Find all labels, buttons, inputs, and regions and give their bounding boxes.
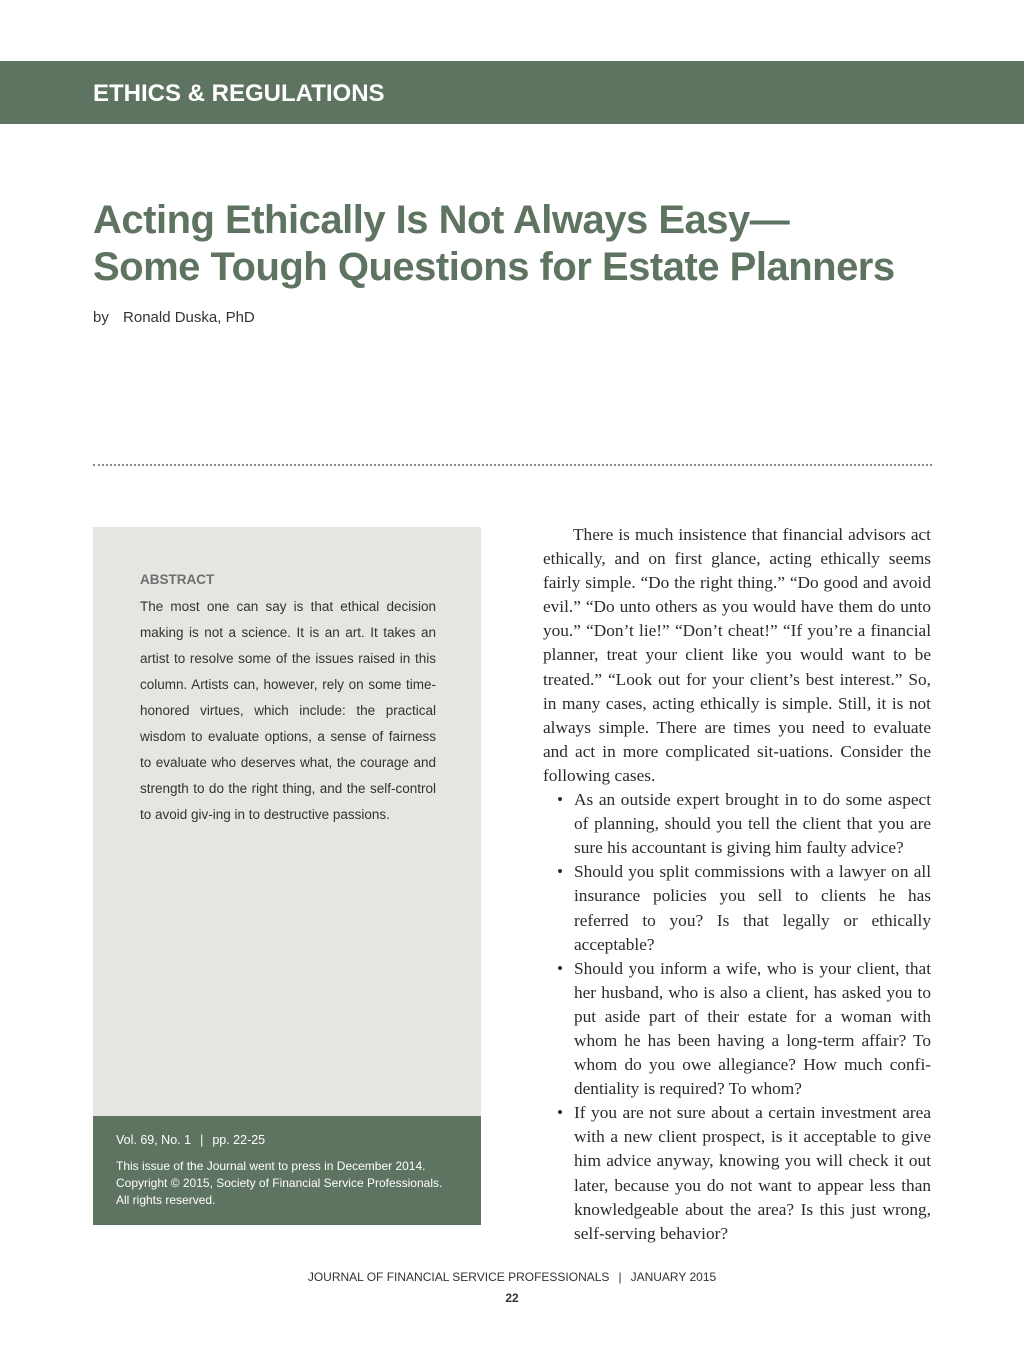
list-item: [543, 1101, 931, 1246]
abstract-text: The most one can say is that ethical decision making is not a science. It is an art. It takes an artist to resolve some of the issues raised in this column. Artists can, however, rely on some time-honored virtues, which include: the practical wisdom to evaluate options, a sense of fairness to evaluate who deserves what, the courage and strength to do the right thing, and the self-control to avoid giv-ing in to destructive passions.: [140, 599, 436, 822]
list-item: [543, 788, 931, 860]
copyright-line: Copyright © 2015, Society of Financial Service Professionals.: [116, 1176, 443, 1190]
byline: [93, 309, 255, 327]
page-range: pp. 22-25: [212, 1133, 266, 1147]
press-note: [116, 1158, 476, 1209]
page-number: 22: [505, 1291, 519, 1305]
list-item: [543, 860, 931, 956]
rights-line: All rights reserved.: [116, 1193, 216, 1207]
abstract-heading: ABSTRACT: [140, 572, 215, 587]
bullet-icon: •: [557, 790, 564, 810]
byline-prefix: by: [93, 309, 109, 326]
bullet-icon: •: [557, 862, 564, 882]
dotted-divider: [93, 464, 932, 466]
issue-date: JANUARY 2015: [630, 1270, 717, 1284]
case-text: Should you inform a wife, who is your client, that her husband, who is also a client, has asked you to put aside part of their estate for a woman with whom he has been having a long-term affair? To whom do you owe allegiance? How much confi-dentiality is required? To whom?: [574, 958, 931, 1099]
section-label: ETHICS & REGULATIONS: [93, 80, 385, 107]
article-title-line-2: Some Tough Questions for Estate Planners: [93, 245, 895, 289]
case-text: If you are not sure about a certain investment area with a new client prospect, is it acceptable to give him advice anyway, knowing you will check it out later, because you do not want to appear less than knowledgeable about the area? Is this just wrong, self-serving behavior?: [574, 1103, 931, 1243]
volume-number: Vol. 69, No. 1: [116, 1133, 192, 1147]
volume-separator: |: [200, 1133, 204, 1147]
list-item: [543, 957, 931, 1102]
case-text: Should you split commissions with a lawyer on all insurance policies you sell to clients he has referred to you? Is that legally or ethically acceptable?: [574, 862, 931, 954]
running-footer: [0, 1269, 1024, 1285]
bullet-icon: •: [557, 958, 564, 978]
article-body: [543, 523, 931, 1246]
footer-separator: |: [618, 1270, 622, 1284]
journal-name: JOURNAL OF FINANCIAL SERVICE PROFESSIONALS: [307, 1270, 610, 1284]
author-name: Ronald Duska, PhD: [123, 309, 255, 326]
press-note-line-1: This issue of the Journal went to press in December 2014.: [116, 1159, 426, 1173]
article-title: [93, 197, 963, 291]
case-list: [543, 788, 931, 1246]
volume-line: [116, 1132, 265, 1148]
article-title-line-1: Acting Ethically Is Not Always Easy—: [93, 198, 790, 242]
intro-paragraph: There is much insistence that financial advisors act ethically, and on first glance, acting ethically seems fairly simple. “Do the right thing.” “Do good and avoid evil.” “Do unto others as you would have them do unto you.” “Don’t lie!” “Don’t cheat!” “If you’re a financial planner, treat your client like you would want to be treated.” “Look out for your client’s best interest.” So, in many cases, acting ethically is simple. Still, it is not always simple. There are times you need to evaluate and act in more complicated sit-uations. Consider the following cases.: [543, 525, 931, 785]
bullet-icon: •: [557, 1103, 564, 1123]
case-text: As an outside expert brought in to do some aspect of planning, should you tell the client that you are sure his accountant is giving him faulty advice?: [574, 790, 931, 858]
